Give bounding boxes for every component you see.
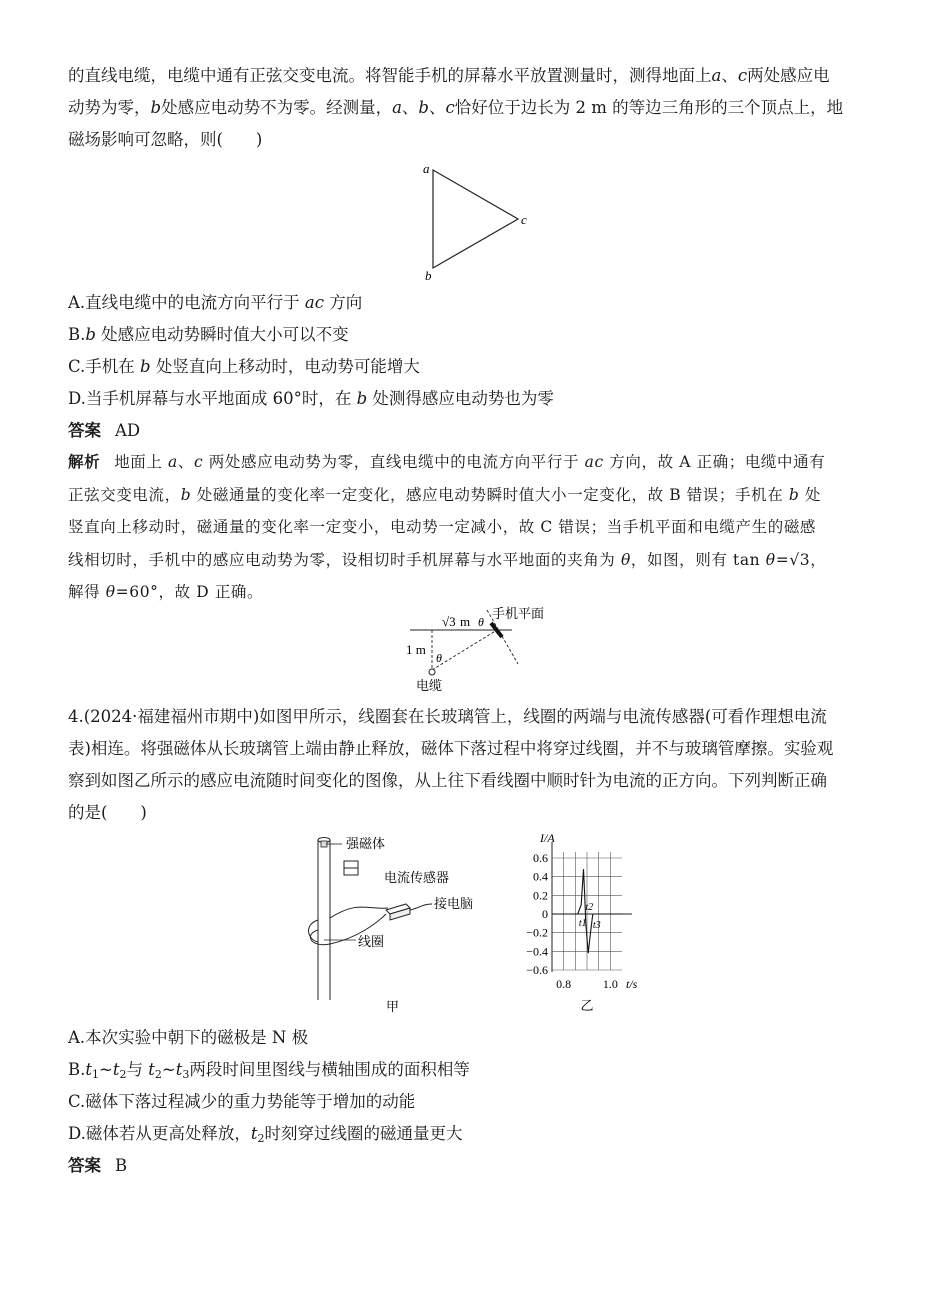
y-tick-label: −0.2	[526, 925, 548, 940]
q4-line-1: 4.(2024·福建福州市期中)如图甲所示，线圈套在长玻璃管上，线圈的两端与电流传感器(可看作理想电流	[68, 707, 827, 726]
vertex-c-label: c	[521, 212, 527, 227]
computer-label: 接电脑	[434, 896, 474, 911]
triangle-figure	[415, 160, 545, 285]
caption-yi: 乙	[580, 998, 594, 1013]
vertex-b-label: b	[425, 268, 432, 283]
intro-line-1: 的直线电缆，电缆中通有正弦交变电流。将智能手机的屏幕水平放置测量时，测得地面上a、c两处感应电	[68, 66, 830, 85]
option-d: D.当手机屏幕与水平地面成 60°时，在 b 处测得感应电动势也为零	[68, 389, 554, 408]
cable-label: 电缆	[416, 678, 443, 693]
analysis-line-1: 解析 地面上 a、c 两处感应电动势为零，直线电缆中的电流方向平行于 ac 方向，故 A 正确；电缆中通有	[68, 452, 826, 471]
analysis-block	[68, 446, 886, 609]
figure-jia	[298, 830, 498, 1020]
intro-line-2: 动势为零，b处感应电动势不为零。经测量，a、b、c恰好位于边长为 2 m 的等边三角形的三个顶点上，地	[68, 98, 844, 117]
q4-answer-value: B	[115, 1156, 128, 1175]
phone-plane-label: 手机平面	[492, 606, 545, 621]
y-axis-label: I/A	[540, 831, 555, 845]
annotation-t3: t3	[592, 920, 601, 931]
figure-yi-chart	[510, 828, 650, 1018]
q4-answer	[68, 1154, 127, 1178]
y-tick-label: −0.6	[526, 963, 548, 977]
analysis-line-4: 线相切时，手机中的感应电动势为零，设相切时手机屏幕与水平地面的夹角为 θ，如图，则有 tan θ=√3，	[68, 550, 827, 569]
theta-top-label: θ	[478, 615, 484, 629]
annotation-t2: t2	[585, 902, 594, 913]
option-b: B.b 处感应电动势瞬时值大小可以不变	[68, 325, 349, 344]
q4-line-3: 察到如图乙所示的感应电流随时间变化的图像，从上往下看线圈中顺时针为电流的正方向。下列判断正确	[68, 771, 827, 790]
analysis-line-5: 解得 θ=60°，故 D 正确。	[68, 583, 264, 601]
y-tick-label: −0.4	[526, 944, 548, 959]
magnet-label: 强磁体	[346, 836, 386, 851]
caption-jia: 甲	[386, 999, 400, 1014]
q4-answer-label: 答案	[68, 1156, 101, 1175]
one-m-label: 1 m	[406, 642, 426, 657]
q4-line-4: 的是( )	[68, 803, 147, 822]
analysis-line-2: 正弦交变电流，b 处磁通量的变化率一定变化，感应电动势瞬时值大小一定变化，故 B 错误；手机在 b 处	[68, 485, 822, 504]
q4-option-c: C.磁体下落过程减少的重力势能等于增加的动能	[68, 1092, 416, 1111]
y-tick-label: 0.2	[533, 888, 548, 903]
option-a: A.直线电缆中的电流方向平行于 ac 方向	[68, 293, 363, 312]
q4-option-d: D.磁体若从更高处释放，$t_2$时刻穿过线圈的磁通量更大	[68, 1124, 463, 1145]
vertex-a-label: a	[423, 161, 430, 176]
coil-label: 线圈	[358, 934, 385, 949]
q3-answer	[68, 419, 140, 443]
q4-option-b: $B.t_1\sim t_2$与 $t_2\sim t_3$两段时间里图线与横轴围成的面积相等	[68, 1060, 470, 1081]
analysis-line-3: 竖直向上移动时，磁通量的变化率一定变小，电动势一定减小，故 C 错误；当手机平面和电缆产生的磁感	[68, 518, 817, 536]
phone-plane-diagram	[400, 604, 560, 696]
sqrt3-label: √3	[442, 614, 456, 629]
intro-line-3: 磁场影响可忽略，则( )	[68, 130, 263, 149]
x-axis-label: t/s	[626, 977, 638, 991]
answer-label: 答案	[68, 421, 101, 440]
annotation-t1: t1	[578, 918, 587, 929]
theta-bottom-label: θ	[436, 651, 442, 665]
answer-value: AD	[115, 421, 141, 440]
unit-m-label: m	[460, 614, 471, 629]
sensor-label: 电流传感器	[384, 870, 450, 885]
option-c: C.手机在 b 处竖直向上移动时，电动势可能增大	[68, 357, 420, 376]
x-tick-label: 1.0	[602, 977, 618, 991]
x-tick-label: 0.8	[556, 977, 572, 991]
y-tick-label: 0.4	[533, 869, 548, 884]
q4-option-a: A.本次实验中朝下的磁极是 N 极	[68, 1028, 309, 1047]
y-tick-label: 0	[542, 907, 548, 921]
q4-line-2: 表)相连。将强磁体从长玻璃管上端由静止释放，磁体下落过程中将穿过线圈，并不与玻璃管摩擦。实验观	[68, 739, 834, 758]
y-tick-label: 0.6	[533, 851, 548, 865]
